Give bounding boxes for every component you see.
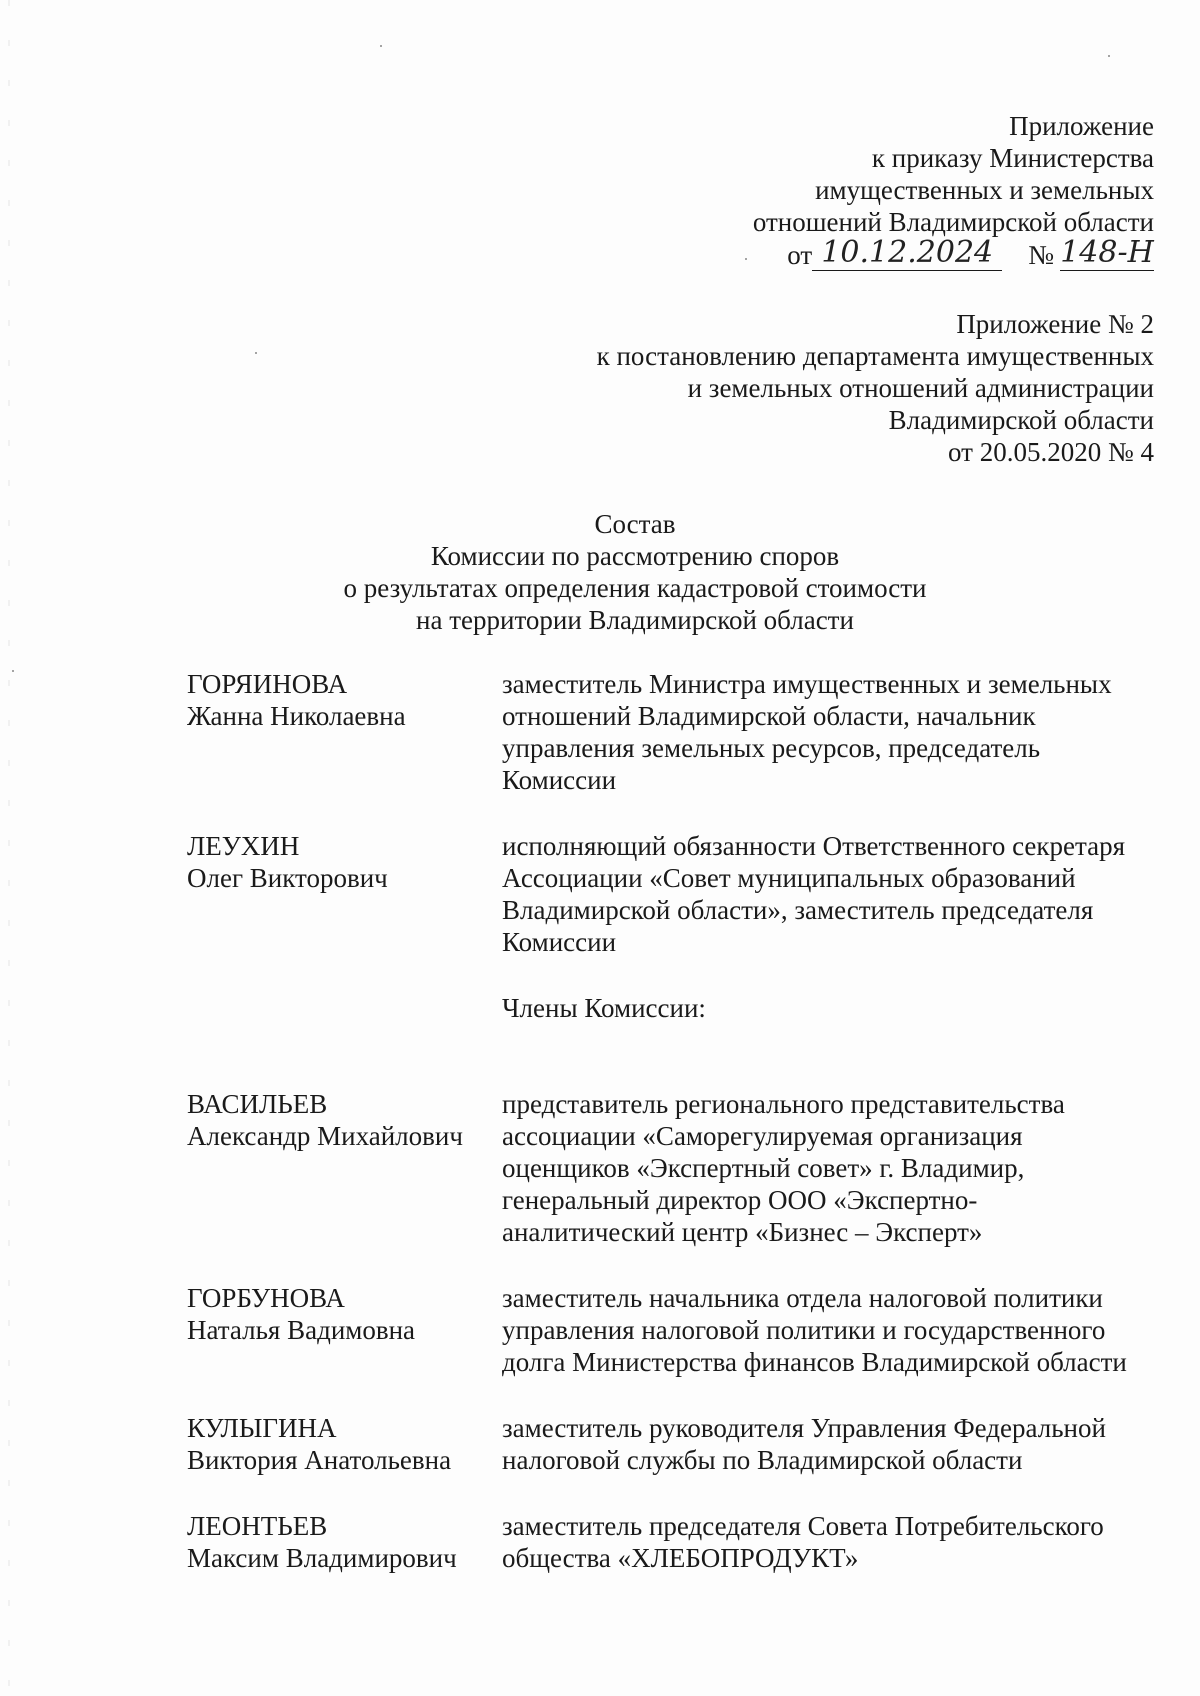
scan-speck bbox=[1108, 55, 1110, 57]
title-line2: Комиссии по рассмотрению споров bbox=[430, 541, 840, 571]
member-entry bbox=[187, 668, 1167, 796]
member-surname: ГОРБУНОВА bbox=[187, 1283, 345, 1313]
member-role-line: Ассоциации «Совет муниципальных образований bbox=[502, 863, 1076, 893]
order-date-number-line bbox=[394, 235, 1154, 271]
member-role-line: налоговой службы по Владимирской области bbox=[502, 1445, 1023, 1475]
handwritten-order-number: 148-Н bbox=[1060, 235, 1154, 270]
appendix-2-line1: Приложение № 2 bbox=[956, 309, 1154, 339]
member-role-line: управления земельных ресурсов, председатель bbox=[502, 733, 1041, 763]
appendix-2-line4: Владимирской области bbox=[888, 405, 1154, 435]
member-name bbox=[187, 1282, 502, 1378]
member-given-names: Жанна Николаевна bbox=[187, 701, 406, 731]
member-given-names: Виктория Анатольевна bbox=[187, 1445, 452, 1475]
member-role-line: Комиссии bbox=[502, 765, 617, 795]
member-given-names: Олег Викторович bbox=[187, 863, 388, 893]
title-line3: о результатах определения кадастровой стоимости bbox=[343, 573, 927, 603]
number-prefix: № bbox=[1028, 240, 1054, 270]
member-entry bbox=[187, 1282, 1167, 1378]
appendix-order-header bbox=[394, 110, 1154, 271]
scan-speck bbox=[255, 352, 257, 354]
member-role bbox=[502, 1412, 1167, 1476]
member-role-line: Владимирской области», заместитель председателя bbox=[502, 895, 1094, 925]
appendix-1-line2: к приказу Министерства bbox=[871, 143, 1154, 173]
handwritten-order-date: 10.12.2024 bbox=[812, 238, 1002, 271]
member-role-line: представитель регионального представительства bbox=[502, 1089, 1065, 1119]
member-name bbox=[187, 830, 502, 958]
member-role bbox=[502, 830, 1167, 958]
member-role-line: общества «ХЛЕБОПРОДУКТ» bbox=[502, 1543, 859, 1573]
scan-margin-marks bbox=[8, 0, 10, 1696]
member-role bbox=[502, 668, 1167, 796]
member-role-line: Комиссии bbox=[502, 927, 617, 957]
member-given-names: Максим Владимирович bbox=[187, 1543, 457, 1573]
member-given-names: Александр Михайлович bbox=[187, 1121, 463, 1151]
commission-leadership bbox=[187, 668, 1167, 958]
member-given-names: Наталья Вадимовна bbox=[187, 1315, 416, 1345]
appendix-2-line5: от 20.05.2020 № 4 bbox=[948, 437, 1154, 467]
date-prefix: от bbox=[787, 240, 813, 270]
appendix-1-line1: Приложение bbox=[1009, 111, 1154, 141]
member-entry bbox=[187, 1088, 1167, 1248]
document-title bbox=[0, 508, 1200, 636]
commission-members-list bbox=[187, 668, 1167, 1608]
title-line1: Состав bbox=[594, 509, 676, 539]
member-role-line: аналитический центр «Бизнес – Эксперт» bbox=[502, 1217, 983, 1247]
member-role-line: исполняющий обязанности Ответственного секретаря bbox=[502, 831, 1126, 861]
member-surname: ВАСИЛЬЕВ bbox=[187, 1089, 328, 1119]
member-role bbox=[502, 1088, 1167, 1248]
appendix-1-line4: отношений Владимирской области bbox=[752, 207, 1154, 237]
member-entry bbox=[187, 1412, 1167, 1476]
member-name bbox=[187, 668, 502, 796]
member-entry bbox=[187, 1510, 1167, 1574]
member-role-line: управления налоговой политики и государственного bbox=[502, 1315, 1106, 1345]
appendix-2-line3: и земельных отношений администрации bbox=[687, 373, 1154, 403]
member-role-line: ассоциации «Саморегулируемая организация bbox=[502, 1121, 1023, 1151]
member-role-line: генеральный директор ООО «Экспертно- bbox=[502, 1185, 978, 1215]
member-role-line: заместитель начальника отдела налоговой политики bbox=[502, 1283, 1103, 1313]
member-role-line: заместитель председателя Совета Потребительского bbox=[502, 1511, 1104, 1541]
member-entry bbox=[187, 830, 1167, 958]
scan-speck bbox=[12, 670, 14, 672]
appendix-2-line2: к постановлению департамента имущественных bbox=[596, 341, 1154, 371]
member-surname: ГОРЯИНОВА bbox=[187, 669, 348, 699]
title-line4: на территории Владимирской области bbox=[416, 605, 854, 635]
appendix-1-line3: имущественных и земельных bbox=[815, 175, 1154, 205]
member-surname: КУЛЫГИНА bbox=[187, 1413, 337, 1443]
member-role bbox=[502, 1282, 1167, 1378]
member-name bbox=[187, 1510, 502, 1574]
member-name bbox=[187, 1412, 502, 1476]
member-role-line: оценщиков «Экспертный совет» г. Владимир, bbox=[502, 1153, 1025, 1183]
member-surname: ЛЕОНТЬЕВ bbox=[187, 1511, 328, 1541]
appendix-resolution-header bbox=[394, 308, 1154, 468]
member-role-line: заместитель руководителя Управления Федеральной bbox=[502, 1413, 1106, 1443]
member-role bbox=[502, 1510, 1167, 1574]
commission-members bbox=[187, 1088, 1167, 1574]
member-name bbox=[187, 1088, 502, 1248]
member-role-line: отношений Владимирской области, начальник bbox=[502, 701, 1036, 731]
member-role-line: заместитель Министра имущественных и земельных bbox=[502, 669, 1112, 699]
scan-speck bbox=[380, 45, 382, 47]
members-label: Члены Комиссии: bbox=[502, 993, 706, 1023]
member-surname: ЛЕУХИН bbox=[187, 831, 300, 861]
member-role-line: долга Министерства финансов Владимирской области bbox=[502, 1347, 1127, 1377]
